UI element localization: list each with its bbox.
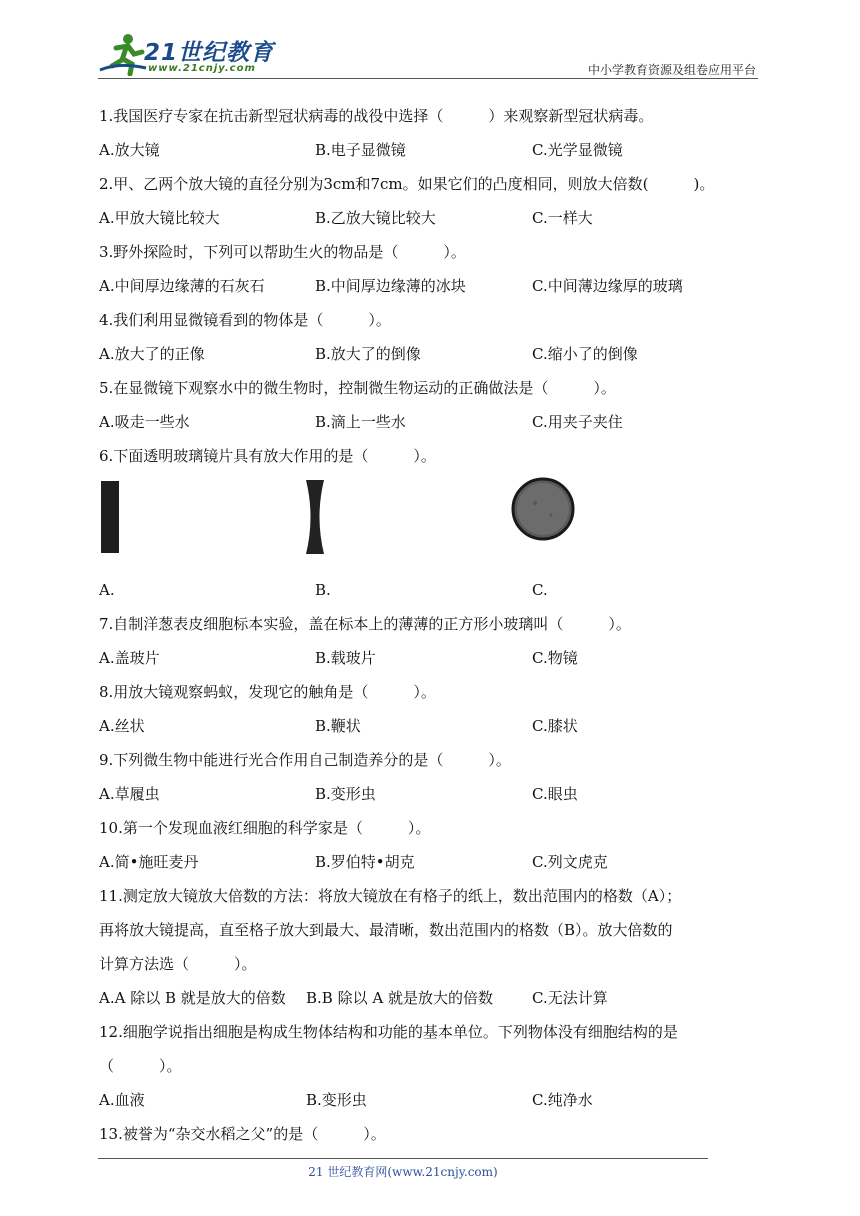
- question-stem: 7.自制洋葱表皮细胞标本实验，盖在标本上的薄薄的正方形小玻璃叫（ ）。: [99, 615, 631, 633]
- runner-logo-icon: [98, 32, 148, 76]
- question-stem-line: 11.测定放大镜放大倍数的方法：将放大镜放在有格子的纸上，数出范围内的格数（A）；: [99, 887, 682, 905]
- option-c: C.中间薄边缘厚的玻璃: [532, 277, 683, 295]
- option-b: B.变形虫: [315, 785, 376, 803]
- option-b: B.鞭状: [315, 717, 361, 735]
- convex-lens-icon: [511, 477, 575, 541]
- option-b: B.滴上一些水: [315, 413, 406, 431]
- question-stem: 2.甲、乙两个放大镜的直径分别为3cm和7cm。如果它们的凸度相同，则放大倍数( )。: [99, 175, 715, 193]
- footer-divider: [98, 1158, 708, 1159]
- option-row: [99, 641, 769, 675]
- question-stem: 3.野外探险时，下列可以帮助生火的物品是（ ）。: [99, 243, 466, 261]
- option-b: B.中间厚边缘薄的冰块: [315, 277, 466, 295]
- option-b: B.B 除以 A 就是放大的倍数: [306, 989, 493, 1007]
- option-a: A.甲放大镜比较大: [99, 209, 220, 227]
- option-c: C.无法计算: [532, 989, 608, 1007]
- option-row: [99, 573, 769, 607]
- option-a: A.简•施旺麦丹: [99, 853, 199, 871]
- question-list: [99, 99, 769, 1151]
- option-c: C.: [532, 581, 548, 599]
- option-b: B.载玻片: [315, 649, 376, 667]
- question-stem: 9.下列微生物中能进行光合作用自己制造养分的是（ ）。: [99, 751, 511, 769]
- option-a: A.丝状: [99, 717, 145, 735]
- question-stem-line: 计算方法选（ ）。: [99, 955, 257, 973]
- option-b: B.放大了的倒像: [315, 345, 421, 363]
- option-c: C.物镜: [532, 649, 578, 667]
- platform-name: 中小学教育资源及组卷应用平台: [587, 63, 756, 77]
- header-divider: [98, 78, 758, 79]
- option-a: A.血液: [99, 1091, 145, 1109]
- option-c: C.缩小了的倒像: [532, 345, 638, 363]
- question-stem: 8.用放大镜观察蚂蚁，发现它的触角是（ ）。: [99, 683, 436, 701]
- option-a: A.放大镜: [99, 141, 160, 159]
- option-b: B.乙放大镜比较大: [315, 209, 436, 227]
- page-footer: 21 世纪教育网(www.21cnjy.com): [308, 1165, 498, 1179]
- question-stem: 4.我们利用显微镜看到的物体是（ ）。: [99, 311, 391, 329]
- option-c: C.眼虫: [532, 785, 578, 803]
- option-a: A.A 除以 B 就是放大的倍数: [99, 989, 286, 1007]
- question-stem: 5.在显微镜下观察水中的微生物时，控制微生物运动的正确做法是（ ）。: [99, 379, 616, 397]
- option-b: B.变形虫: [306, 1091, 367, 1109]
- option-b: B.: [315, 581, 331, 599]
- option-c: C.光学显微镜: [532, 141, 623, 159]
- option-b: B.罗伯特•胡克: [315, 853, 415, 871]
- option-row: [99, 777, 769, 811]
- question-stem: 13.被誉为“杂交水稻之父”的是（ ）。: [99, 1125, 386, 1143]
- flat-lens-icon: [101, 481, 119, 553]
- question-stem-line: （ ）。: [99, 1057, 182, 1075]
- question-stem-line: 再将放大镜提高，直至格子放大到最大、最清晰，数出范围内的格数（B）。放大倍数的: [99, 921, 673, 939]
- option-a: A.中间厚边缘薄的石灰石: [99, 277, 265, 295]
- option-c: C.膝状: [532, 717, 578, 735]
- option-c: C.一样大: [532, 209, 593, 227]
- option-row: [99, 1083, 769, 1117]
- option-a: A.草履虫: [99, 785, 160, 803]
- option-a: A.放大了的正像: [99, 345, 205, 363]
- question-stem-line: 12.细胞学说指出细胞是构成生物体结构和功能的基本单位。下列物体没有细胞结构的是: [99, 1023, 678, 1041]
- option-row: [99, 337, 769, 371]
- question-stem: 6.下面透明玻璃镜片具有放大作用的是（ ）。: [99, 447, 436, 465]
- option-row: [99, 133, 769, 167]
- concave-lens-icon: [305, 479, 325, 555]
- option-row: [99, 201, 769, 235]
- question-stem: 1.我国医疗专家在抗击新型冠状病毒的战役中选择（ ）来观察新型冠状病毒。: [99, 107, 654, 125]
- option-c: C.纯净水: [532, 1091, 593, 1109]
- question-stem: 10.第一个发现血液红细胞的科学家是（ ）。: [99, 819, 431, 837]
- option-c: C.列文虎克: [532, 853, 608, 871]
- logo-url: www.21cnjy.com: [148, 63, 256, 74]
- option-row: [99, 269, 769, 303]
- lens-images: [99, 473, 769, 573]
- option-row: [99, 709, 769, 743]
- option-a: A.吸走一些水: [99, 413, 190, 431]
- option-row: [99, 845, 769, 879]
- option-b: B.电子显微镜: [315, 141, 406, 159]
- option-row: [99, 981, 769, 1015]
- page-header: [98, 30, 758, 78]
- option-a: A.盖玻片: [99, 649, 160, 667]
- option-c: C.用夹子夹住: [532, 413, 623, 431]
- option-row: [99, 405, 769, 439]
- logo-text: 21世纪教育: [144, 40, 275, 66]
- option-a: A.: [99, 581, 115, 599]
